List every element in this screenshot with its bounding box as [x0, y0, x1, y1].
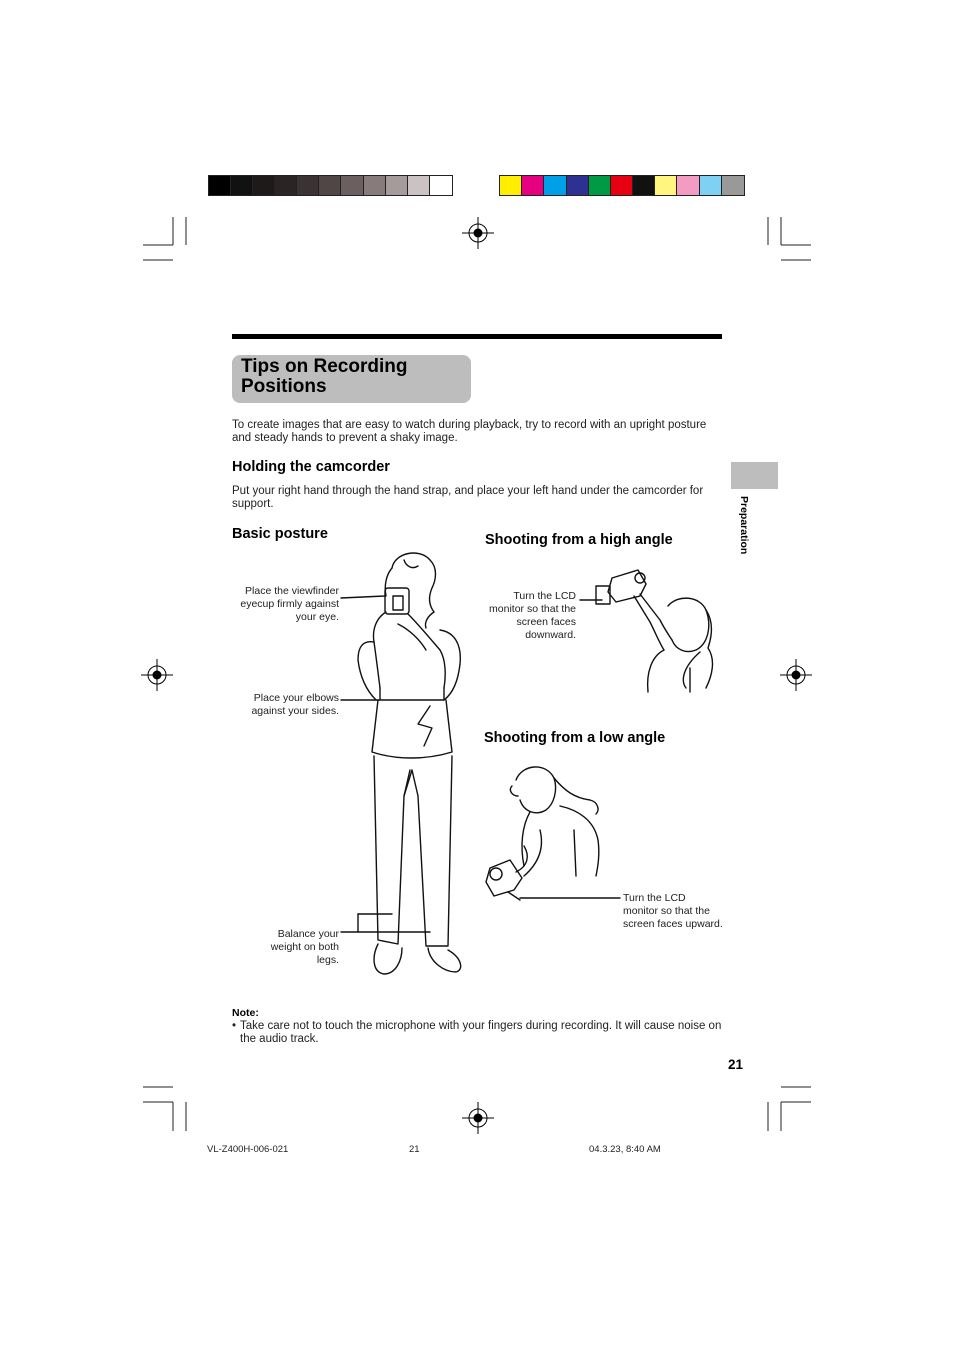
- low-angle-heading: Shooting from a low angle: [484, 730, 666, 746]
- footer-datetime: 04.3.23, 8:40 AM: [589, 1144, 661, 1155]
- caption-legs: Balance your weight on both legs.: [270, 928, 339, 966]
- basic-posture-heading: Basic posture: [232, 526, 328, 542]
- footer-code: VL-Z400H-006-021: [207, 1144, 289, 1155]
- side-tab-label: Preparation: [738, 496, 750, 555]
- bullet-icon: •: [232, 1020, 237, 1032]
- high-angle-heading: Shooting from a high angle: [485, 532, 673, 548]
- holding-text: Put your right hand through the hand strap, and place your left hand under the camcorder for support.: [232, 485, 704, 510]
- section-tab: [731, 462, 778, 489]
- holding-heading: Holding the camcorder: [232, 459, 390, 475]
- note-text: Take care not to touch the microphone with your fingers during recording. It will cause noise on the audio track.: [240, 1020, 722, 1045]
- caption-high-angle: Turn the LCD monitor so that the screen faces downward.: [489, 590, 576, 641]
- caption-elbows: Place your elbows against your sides.: [251, 692, 339, 717]
- note-label: Note:: [232, 1007, 259, 1019]
- note-item: [232, 1020, 722, 1046]
- intro-text: To create images that are easy to watch during playback, try to record with an upright posture and steady hands to prevent a shaky image.: [232, 419, 707, 444]
- footer-page: 21: [409, 1144, 420, 1155]
- page-number: 21: [728, 1057, 744, 1072]
- caption-viewfinder: Place the viewfinder eyecup firmly against your eye.: [240, 585, 339, 623]
- caption-low-angle: Turn the LCD monitor so that the screen faces upward.: [623, 892, 723, 930]
- page-title: Tips on Recording Positions: [241, 356, 408, 397]
